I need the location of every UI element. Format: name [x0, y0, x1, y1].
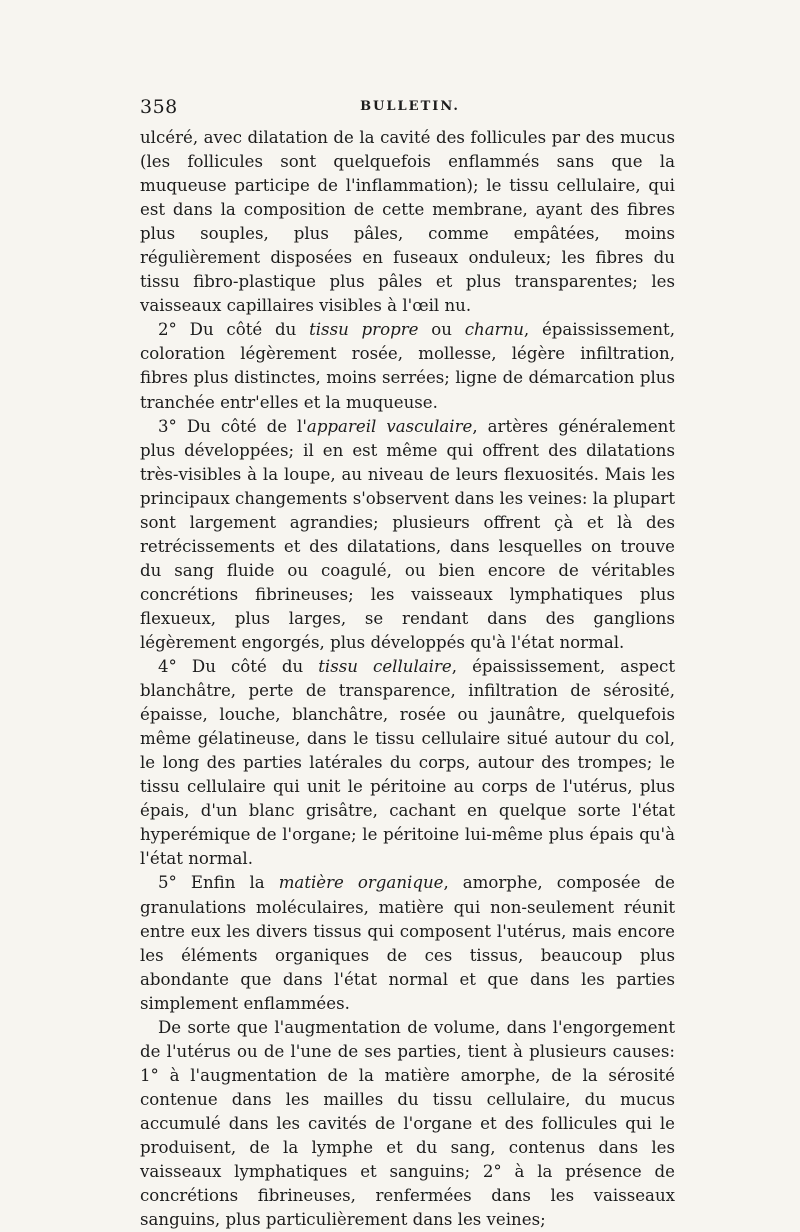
italic-term: tissu propre [309, 320, 419, 340]
paragraph [140, 415, 675, 655]
paragraph [140, 318, 675, 414]
body-text [140, 126, 675, 1232]
page-number: 358 [140, 96, 178, 118]
text-run: De sorte que l'augmentation de volume, dans l'engorgement de l'utérus ou de l'une de ses parties, tient à plusieurs causes: 1° à l'augmentation de la matière amorphe, de la sérosité contenue dans les mailles du tissu cellulaire, du mucus accumulé dans les cavités de l'organe et des follicules qui le produisent, de la lymphe et du sang, contenus dans les vaisseaux lymphatiques et sanguins; 2° à la présence de concrétions fibrineuses, renfermées dans les vaisseaux sanguins, plus particulièrement dans les veines; [140, 1017, 675, 1230]
italic-term: appareil vasculaire [306, 416, 473, 436]
text-run: ou [418, 320, 465, 340]
text-run: 4° Du côté du [158, 657, 319, 677]
page-header [140, 96, 680, 122]
text-run: , épaississement, aspect blanchâtre, perte de transparence, infiltration de sérosité, épaisse, louche, blanchâtre, rosée ou jaunâtre, quelquefois même gélatineuse, dans le tissu cellulaire situé autour du col, le long des parties latérales du corps, autour des trompes; le tissu cellulaire qui unit le péritoine au corps de l'utérus, plus épais, d'un blanc grisâtre, cachant en quelque sorte l'état hyperémique de l'organe; le péritoine lui-même plus épais qu'à l'état normal. [140, 657, 675, 869]
paragraph [140, 126, 675, 318]
italic-term: matière organique [278, 873, 444, 893]
text-run: 2° Du côté du [158, 320, 310, 340]
text-run: , amorphe, composée de granulations moléculaires, matière qui non-seulement réunit entre eux les divers tissus qui composent l'utérus, mais encore les éléments organiques de ces tissus, beaucoup plus abondante que dans l'état normal et que dans les parties simplement enflammées. [140, 873, 675, 1013]
paragraph [140, 1016, 675, 1232]
text-run: 5° Enfin la [158, 873, 279, 893]
running-head: BULLETIN. [360, 99, 460, 114]
text-run: , épaississement, coloration légèrement rosée, mollesse, légère infiltration, fibres plus distinctes, moins serrées; ligne de démarcation plus tranchée entr'elles et la muqueuse. [140, 320, 675, 412]
text-run: ulcéré, avec dilatation de la cavité des follicules par des mucus (les follicules sont quelquefois enflammés sans que la muqueuse participe de l'inflammation); le tissu cellulaire, qui est dans la composition de cette membrane, ayant des fibres plus souples, plus pâles, comme empâtées, moins régulièrement disposées en fuseaux onduleux; les fibres du tissu fibro-plastique plus pâles et plus transparentes; les vaisseaux capillaires visibles à l'œil nu. [140, 128, 675, 316]
text-run: , artères généralement plus développées; il en est même qui offrent des dilatations très-visibles à la loupe, au niveau de leurs flexuosités. Mais les principaux changements s'observent dans les veines: la plupart sont largement agrandies; plusieurs offrent çà et là des retrécissements et des dilatations, dans lesquelles on trouve du sang fluide ou coagulé, ou bien encore de véritables concrétions fibrineuses; les vaisseaux lymphatiques plus flexueux, plus larges, se rendant dans des ganglions légèrement engorgés, plus développés qu'à l'état normal. [140, 416, 676, 652]
italic-term: charnu [464, 320, 524, 340]
text-run: 3° Du côté de l' [158, 416, 307, 436]
paragraph [140, 655, 675, 871]
paragraph [140, 871, 675, 1015]
italic-term: tissu cellulaire [318, 657, 452, 677]
